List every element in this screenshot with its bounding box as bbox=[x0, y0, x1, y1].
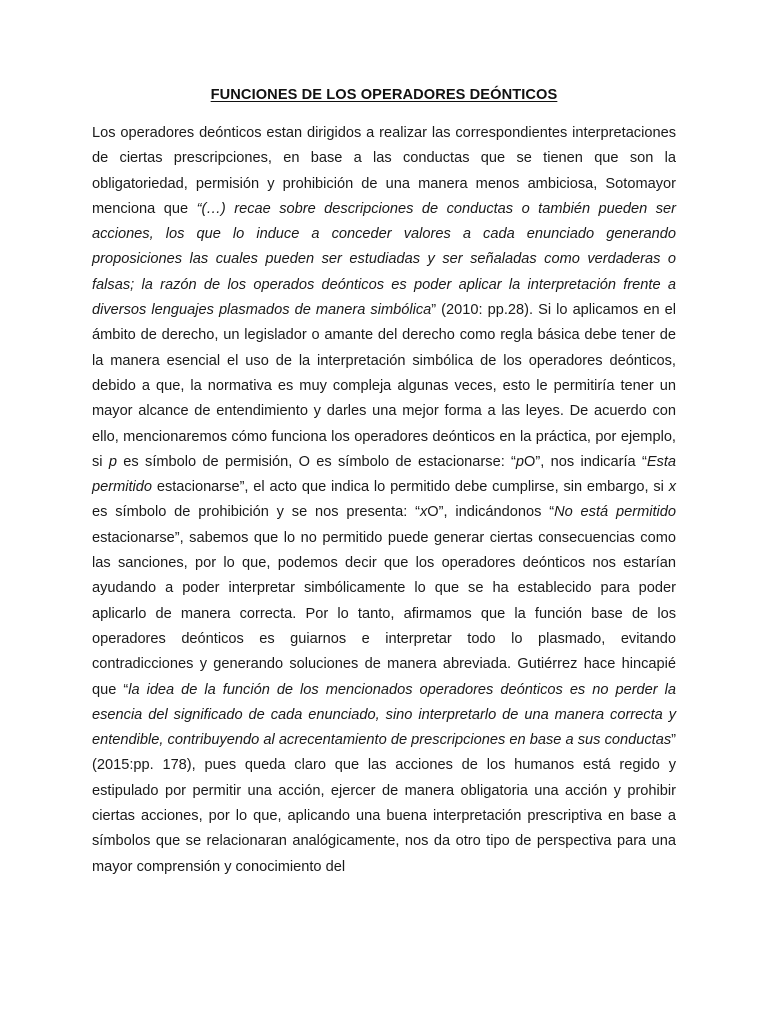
text-run: estacionarse”, el acto que indica lo permitido debe cumplirse, sin embargo, si bbox=[152, 479, 669, 496]
text-run: O”, indicándonos “ bbox=[427, 504, 555, 521]
document-title: FUNCIONES DE LOS OPERADORES DEÓNTICOS bbox=[210, 87, 558, 103]
italic-phrase: No está permitido bbox=[554, 504, 676, 521]
symbol-p: p bbox=[108, 453, 117, 470]
text-run: estacionarse”, sabemos que lo no permitido puede generar ciertas consecuencias como las sanciones, por lo que, podemos decir que los operadores deónticos nos estarían ayudando a poder interpretar simbólicamente lo que se ha establecido para poder aplicarlo de manera correcta. Por lo tanto, afirmamos que la función base de los operadores deónticos es guiarnos e interpretar todo lo plasmado, evitando contradicciones y generando soluciones de manera abreviada. Gutiérrez hace hincapié que “ bbox=[92, 529, 676, 698]
text-run: O”, nos indicaría “ bbox=[524, 453, 647, 470]
text-run: es símbolo de permisión, O es símbolo de estacionarse: “ bbox=[116, 453, 516, 470]
text-run: ” (2015:pp. 178), pues queda claro que las acciones de los humanos está regido y estipulado por permitir una acción, ejercer de manera obligatoria una acción y prohibir ciertas acciones, por lo que, aplicando una buena interpretación prescriptiva en base a símbolos que se relacionaran analógicamente, nos da otro tipo de perspectiva para una mayor comprensión y conocimiento del bbox=[92, 732, 676, 875]
text-run: es símbolo de prohibición y se nos presenta: “ bbox=[92, 504, 420, 521]
symbol-x: x bbox=[668, 479, 676, 496]
body-paragraph bbox=[92, 121, 676, 880]
quote-sotomayor: “(…) recae sobre descripciones de conductas o también pueden ser acciones, los que lo induce a conceder valores a cada enunciado generando proposiciones las cuales pueden ser estudiadas y ser señaladas como verdaderas o falsas; la razón de los operados deónticos es poder aplicar la interpretación frente a diversos lenguajes plasmados de manera simbólica bbox=[92, 200, 676, 319]
symbol-p: p bbox=[515, 453, 525, 470]
quote-gutierrez: la idea de la función de los mencionados operadores deónticos es no perder la esencia del significado de cada enunciado, sino interpretarlo de una manera correcta y entendible, contribuyendo al acrecentamiento de prescripciones en base a sus conductas bbox=[92, 681, 677, 749]
italic-phrase: Esta permitido bbox=[92, 453, 677, 496]
symbol-x: x bbox=[419, 504, 428, 521]
text-run: ” (2010: pp.28). Si lo aplicamos en el ámbito de derecho, un legislador o amante del derecho como regla básica debe tener de la manera esencial el uso de la interpretación simbólica de los operadores deónticos, debido a que, la normativa es muy compleja algunas veces, esto le permitiría tener un mayor alcance de entendimiento y darles una mejor forma a las leyes. De acuerdo con ello, mencionaremos cómo funciona los operadores deónticos en la práctica, por ejemplo, si bbox=[92, 302, 676, 470]
text-run: Los operadores deónticos estan dirigidos a realizar las correspondientes interpretaciones de ciertas prescripciones, en base a las conductas que se tienen que son la obligatoriedad, permisión y prohibición de una manera menos ambiciosa, Sotomayor menciona que bbox=[92, 125, 676, 217]
